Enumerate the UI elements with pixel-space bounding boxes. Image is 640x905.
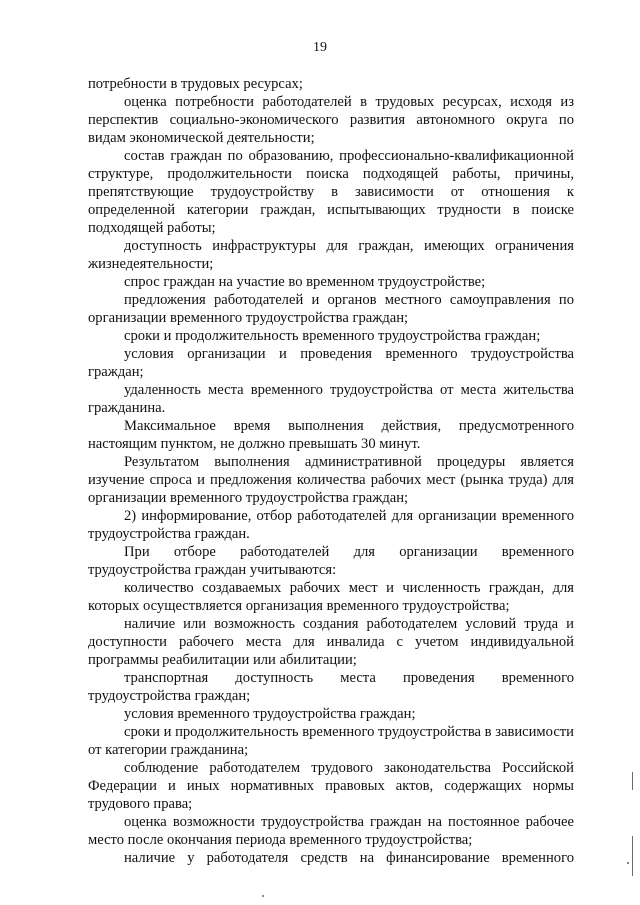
- scan-artifact: [632, 772, 633, 790]
- document-body: [88, 75, 574, 867]
- scan-artifact: [262, 895, 264, 897]
- paragraph: оценка возможности трудоустройства граждан на постоянное рабочее место после окончания периода временного трудоустройства;: [88, 814, 574, 848]
- paragraph: 2) информирование, отбор работодателей для организации временного трудоустройства граждан.: [88, 508, 574, 542]
- paragraph: оценка потребности работодателей в трудовых ресурсах, исходя из перспектив социально-экономического развития автономного округа по видам экономической деятельности;: [88, 94, 574, 146]
- paragraph: потребности в трудовых ресурсах;: [88, 76, 303, 92]
- scan-artifact: [627, 862, 629, 864]
- paragraph: количество создаваемых рабочих мест и численность граждан, для которых осуществляется организация временного трудоустройства;: [88, 580, 574, 614]
- paragraph: условия организации и проведения временного трудоустройства граждан;: [88, 346, 574, 380]
- paragraph: состав граждан по образованию, профессионально-квалификационной структуре, продолжительности поиска подходящей работы, причины, препятствующие трудоустройству в зависимости от отношения к определенной категории граждан, испытывающих трудности в поиске подходящей работы;: [88, 148, 574, 236]
- paragraph: удаленность места временного трудоустройства от места жительства гражданина.: [88, 382, 574, 416]
- paragraph: условия временного трудоустройства граждан;: [124, 706, 416, 722]
- paragraph: спрос граждан на участие во временном трудоустройстве;: [124, 274, 486, 290]
- paragraph: доступность инфраструктуры для граждан, имеющих ограничения жизнедеятельности;: [88, 238, 574, 272]
- paragraph: соблюдение работодателем трудового законодательства Российской Федерации и иных нормативных правовых актов, содержащих нормы трудового права;: [88, 760, 574, 812]
- paragraph: наличие или возможность создания работодателем условий труда и доступности рабочего места для инвалида с учетом индивидуальной программы реабилитации или абилитации;: [88, 616, 574, 668]
- paragraph: При отборе работодателей для организации временного трудоустройства граждан учитываются:: [88, 544, 574, 578]
- paragraph: Результатом выполнения административной процедуры является изучение спроса и предложения количества рабочих мест (рынка труда) для организации временного трудоустройства граждан;: [88, 454, 574, 506]
- page-number: 19: [313, 40, 327, 55]
- paragraph: транспортная доступность места проведения временного трудоустройства граждан;: [88, 670, 574, 704]
- paragraph: предложения работодателей и органов местного самоуправления по организации временного трудоустройства граждан;: [88, 292, 574, 326]
- paragraph: наличие у работодателя средств на финансирование временного: [124, 850, 574, 866]
- paragraph: Максимальное время выполнения действия, предусмотренного настоящим пунктом, не должно превышать 30 минут.: [88, 418, 574, 452]
- scan-artifact: [632, 836, 633, 876]
- paragraph: сроки и продолжительность временного трудоустройства граждан;: [124, 328, 541, 344]
- paragraph: сроки и продолжительность временного трудоустройства в зависимости от категории гражданина;: [88, 724, 574, 758]
